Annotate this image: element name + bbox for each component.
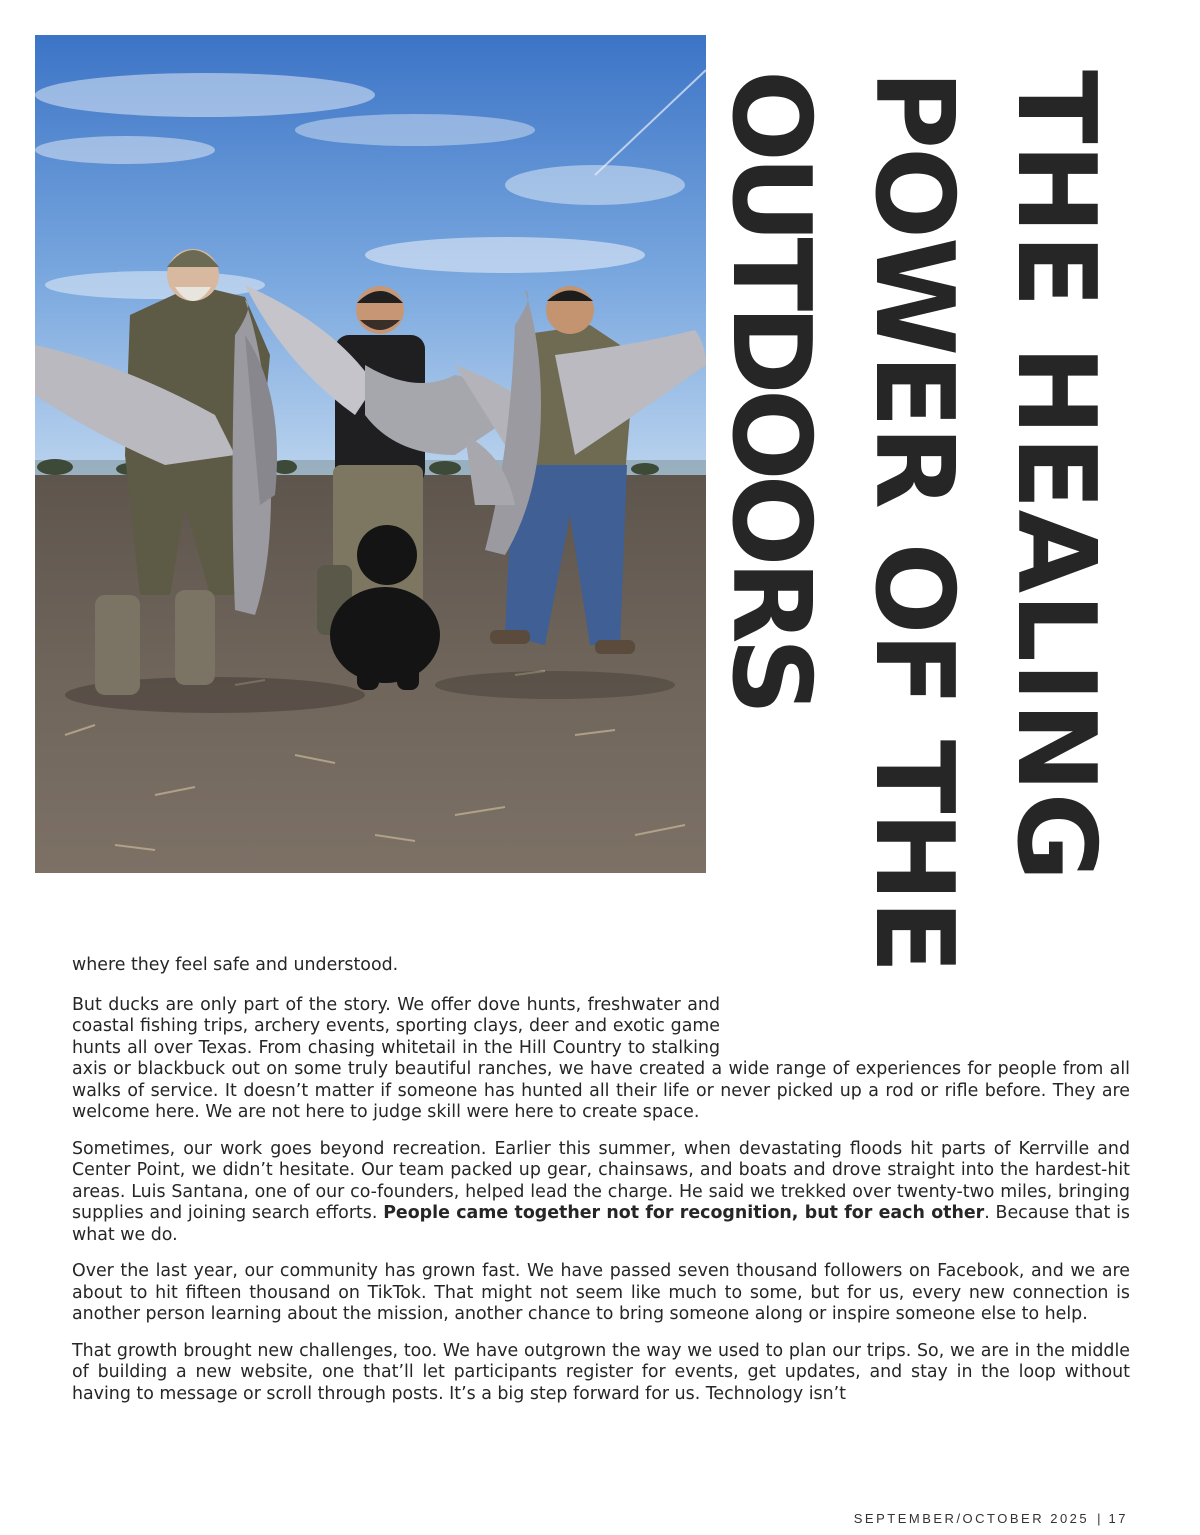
- paragraph-5: That growth brought new challenges, too. We have outgrown the way we used to plan our trips. So, we are in the middle of building a new website, one that’ll let participants register for events, get updates, and stay in the loop without having to message or scroll through posts. It’s a big step forward for us. Technology isn’t: [72, 1340, 1130, 1404]
- hunters-photo: [35, 35, 706, 873]
- title-line-1-text: THE HEALING: [993, 70, 1118, 882]
- paragraph-3-emphasis: People came together not for recognition, but for each other: [383, 1203, 985, 1223]
- title-wrap-spacer: [720, 955, 1130, 1059]
- title-line-3: [700, 70, 840, 1035]
- issue-date: SEPTEMBER/OCTOBER 2025: [853, 1511, 1090, 1526]
- title-line-1: [985, 70, 1125, 1035]
- paragraph-3-text-end: . Because that is what we do.: [72, 1203, 1130, 1245]
- paragraph-3: [72, 1139, 1130, 1247]
- hunters-photo-illustration: [35, 35, 706, 873]
- page-number: 17: [1108, 1511, 1128, 1526]
- title-line-3-text: OUTDOORS: [708, 70, 833, 710]
- paragraph-3-text: Sometimes, our work goes beyond recreation. Earlier this summer, when devastating floods hit parts of Kerrville and Center Point, we didn’t hesitate. Our team packed up gear, chainsaws, and boats and drove straight into the hardest-hit areas. Luis Santana, one of our co-founders, helped lead the charge. He said we trekked over twenty-two miles, bringing supplies and joining search efforts.: [72, 1138, 1130, 1223]
- footer-separator: |: [1097, 1511, 1101, 1526]
- paragraph-1: where they feel safe and understood.: [72, 955, 399, 975]
- title-line-2: [843, 70, 983, 1035]
- page-footer: [854, 1511, 1128, 1526]
- paragraph-2: But ducks are only part of the story. We offer dove hunts, freshwater and coastal fishing trips, archery events, sporting clays, deer and exotic game hunts all over Texas. From chasing whitetail in the Hill Country to stalking axis or blackbuck out on some truly beautiful ranches, we have created a wide range of experiences for people from all walks of service. It doesn’t matter if someone has hunted all their life or never picked up a rod or rifle before. They are welcome here. We are not here to judge skill were here to create space.: [72, 994, 1130, 1122]
- title-line-2-text: POWER OF THE: [851, 70, 976, 972]
- paragraph-4: Over the last year, our community has grown fast. We have passed seven thousand followers on Facebook, and we are about to hit fifteen thousand on TikTok. That might not seem like much to some, but for us, every new connection is another person learning about the mission, another chance to bring someone along or inspire someone else to help.: [72, 1261, 1130, 1324]
- article-body: [72, 955, 1130, 1420]
